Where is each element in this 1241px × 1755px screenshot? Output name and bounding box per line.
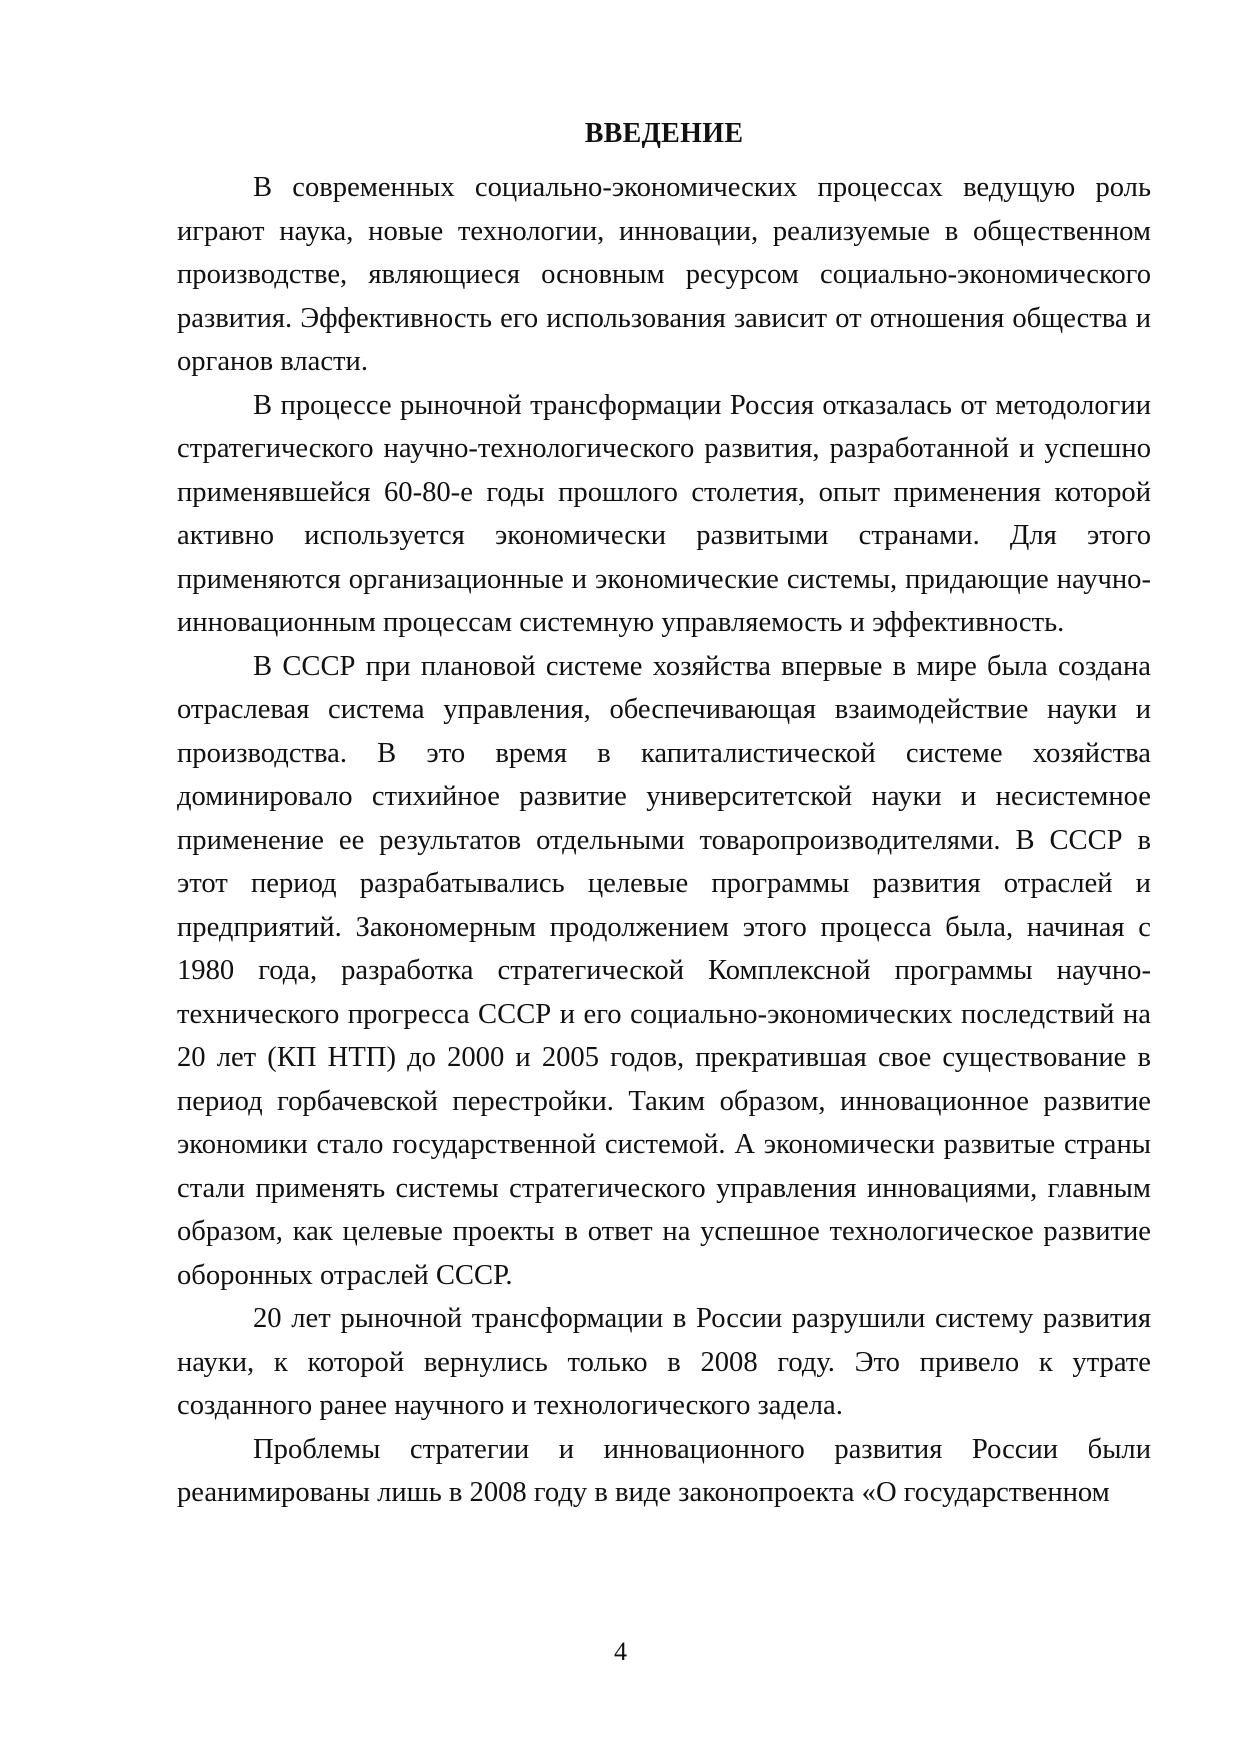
page-heading: ВВЕДЕНИЕ — [584, 118, 744, 149]
page-content — [177, 114, 1151, 1515]
paragraph-5: Проблемы стратегии и инновационного развития России были реанимированы лишь в 2008 году в виде законопроекта «О государственном — [177, 1433, 1151, 1508]
paragraph-1: В современных социально-экономических процессах ведущую роль играют наука, новые технологии, инновации, реализуемые в общественном производстве, являющиеся основным ресурсом социально-экономического развития. Эффективность его использования зависит от отношения общества и органов власти. — [177, 172, 1151, 377]
page-number: 4 — [614, 1637, 627, 1666]
paragraph-4: 20 лет рыночной трансформации в России разрушили систему развития науки, к которой вернулись только в 2008 году. Это привело к утрате созданного ранее научного и технологического задела. — [177, 1303, 1151, 1421]
paragraph-3: В СССР при плановой системе хозяйства впервые в мире была создана отраслевая система управления, обеспечивающая взаимодействие науки и производства. В это время в капиталистической системе хозяйства доминировало стихийное развитие университетской науки и несистемное применение ее результатов отдельными товаропроизводителями. В СССР в этот период разрабатывались целевые программы развития отраслей и предприятий. Закономерным продолжением этого процесса была, начиная с 1980 года, разработка стратегической Комплексной программы научно-технического прогресса СССР и его социально-экономических последствий на 20 лет (КП НТП) до 2000 и 2005 годов, прекратившая свое существование в период горбачевской перестройки. Таким образом, инновационное развитие экономики стало государственной системой. А экономически развитые страны стали применять системы стратегического управления инновациями, главным образом, как целевые проекты в ответ на успешное технологическое развитие оборонных отраслей СССР. — [177, 650, 1151, 1291]
paragraph-2: В процессе рыночной трансформации Россия отказалась от методологии стратегического научно-технологического развития, разработанной и успешно применявшейся 60-80-е годы прошлого столетия, опыт применения которой активно используется экономически развитыми странами. Для этого применяются организационные и экономические системы, придающие научно-инновационным процессам системную управляемость и эффективность. — [177, 389, 1151, 638]
